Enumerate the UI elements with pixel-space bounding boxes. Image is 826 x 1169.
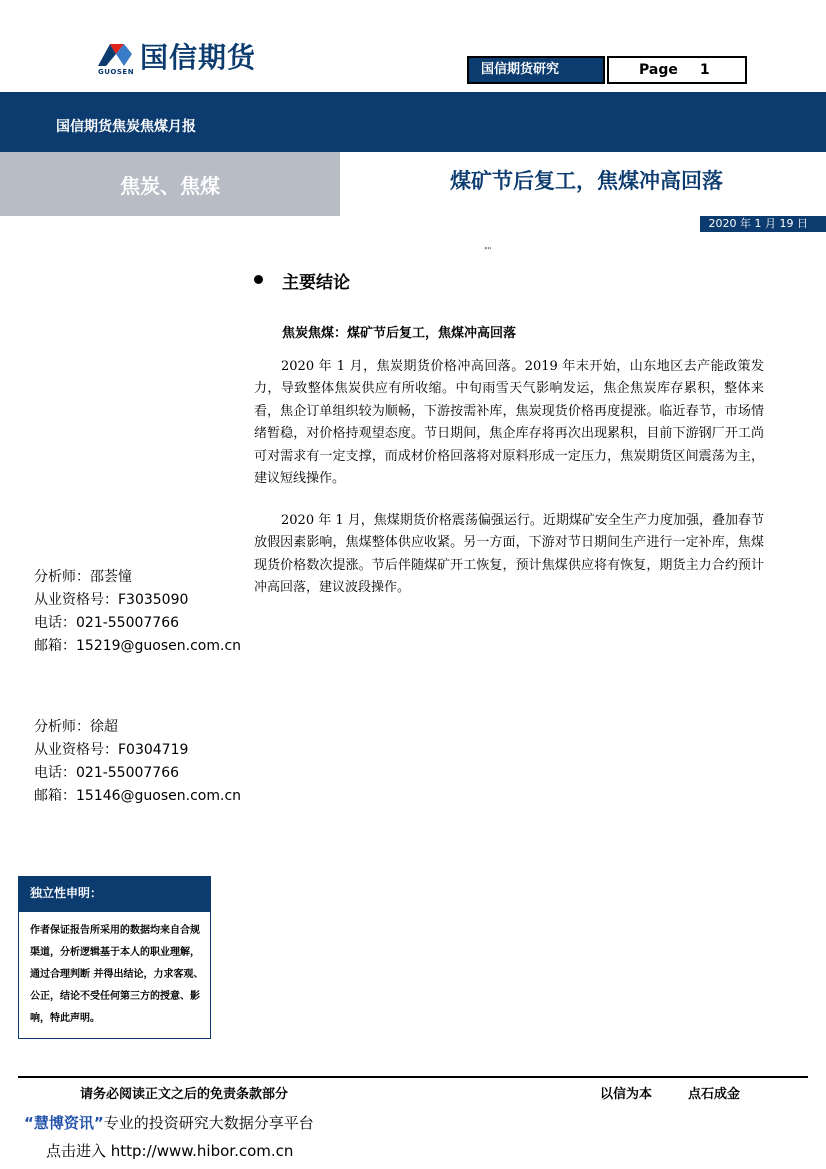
logo-sub: GUOSEN <box>98 68 135 76</box>
analyst-phone: 电话：021-55007766 <box>34 615 180 631</box>
page-label: Page <box>639 62 678 78</box>
analyst-block <box>34 566 241 658</box>
report-type: 国信期货焦炭焦煤月报 <box>56 119 196 135</box>
statement-title: 独立性申明： <box>18 876 211 912</box>
logo-text: 国信期货 <box>140 41 257 74</box>
sub-heading: 焦炭焦煤：煤矿节后复工，焦煤冲高回落 <box>282 326 517 341</box>
footer-motto-2: 点石成金 <box>688 1087 741 1102</box>
paragraph-coke: 2020 年 1 月，焦炭期货价格冲高回落。2019 年末开始，山东地区去产能政策发力，导致整体焦炭供应有所收缩。中旬雨雪天气影响发运，焦企焦炭库存累积，整体来看，焦企订单组织较为顺畅，下游按需补库，焦炭现货价格再度提涨。临近春节，市场情绪暂稳，对价格持观望态度。节日期间，焦企库存将再次出现累积，目前下游钢厂开工尚可对需求有一定支撑，而成材价格回落将对原料形成一定压力，焦炭期货区间震荡为主，建议短线操作。 <box>254 359 764 487</box>
promo-text: 专业的投资研究大数据分享平台 <box>103 1114 314 1132</box>
report-date: 2020 年 1 月 19 日 <box>700 216 826 232</box>
footer-disclaimer: 请务必阅读正文之后的免责条款部分 <box>80 1087 289 1102</box>
paragraph-coking-coal: 2020 年 1 月，焦煤期货价格震荡偏强运行。近期煤矿安全生产力度加强，叠加春节放假因素影响，焦煤整体供应收紧。另一方面，下游对节日期间生产进行一定补库，焦煤现货价格数次提涨。节后伴随煤矿开工恢复，预计焦煤供应将有恢复，期货主力合约预计冲高回落，建议波段操作。 <box>254 513 764 596</box>
category-label: 焦炭、焦煤 <box>120 174 220 198</box>
analyst-license: 从业资格号：F3035090 <box>34 592 189 608</box>
footer-divider <box>18 1076 808 1078</box>
analyst-name: 分析师：邵荟憧 <box>34 569 132 585</box>
tiny-mark: "" <box>484 246 492 255</box>
analyst-block <box>34 716 241 808</box>
promo-highlight: “慧博资讯” <box>24 1114 104 1132</box>
promo-link[interactable]: 点击进入 http://www.hibor.com.cn <box>46 1142 294 1160</box>
research-label: 国信期货研究 <box>467 56 605 84</box>
page-indicator <box>607 56 747 84</box>
guosen-logo-icon <box>96 40 134 70</box>
analyst-email: 邮箱：15146@guosen.com.cn <box>34 788 242 804</box>
bullet-icon <box>254 275 263 284</box>
analyst-phone: 电话：021-55007766 <box>34 765 180 781</box>
headline: 煤矿节后复工，焦煤冲高回落 <box>450 168 723 193</box>
statement-body: 作者保证报告所采用的数据均来自合规渠道，分析逻辑基于本人的职业理解，通过合理判断 并得出结论，力求客观、公正，结论不受任何第三方的授意、影响，特此声明。 <box>30 925 204 1024</box>
page-number: 1 <box>699 62 710 78</box>
footer-motto-1: 以信为本 <box>600 1087 653 1102</box>
section-heading: 主要结论 <box>282 273 350 293</box>
analyst-name: 分析师：徐超 <box>34 719 118 735</box>
promo-line <box>24 1112 314 1133</box>
analyst-email: 邮箱：15219@guosen.com.cn <box>34 638 242 654</box>
analyst-license: 从业资格号：F0304719 <box>34 742 189 758</box>
